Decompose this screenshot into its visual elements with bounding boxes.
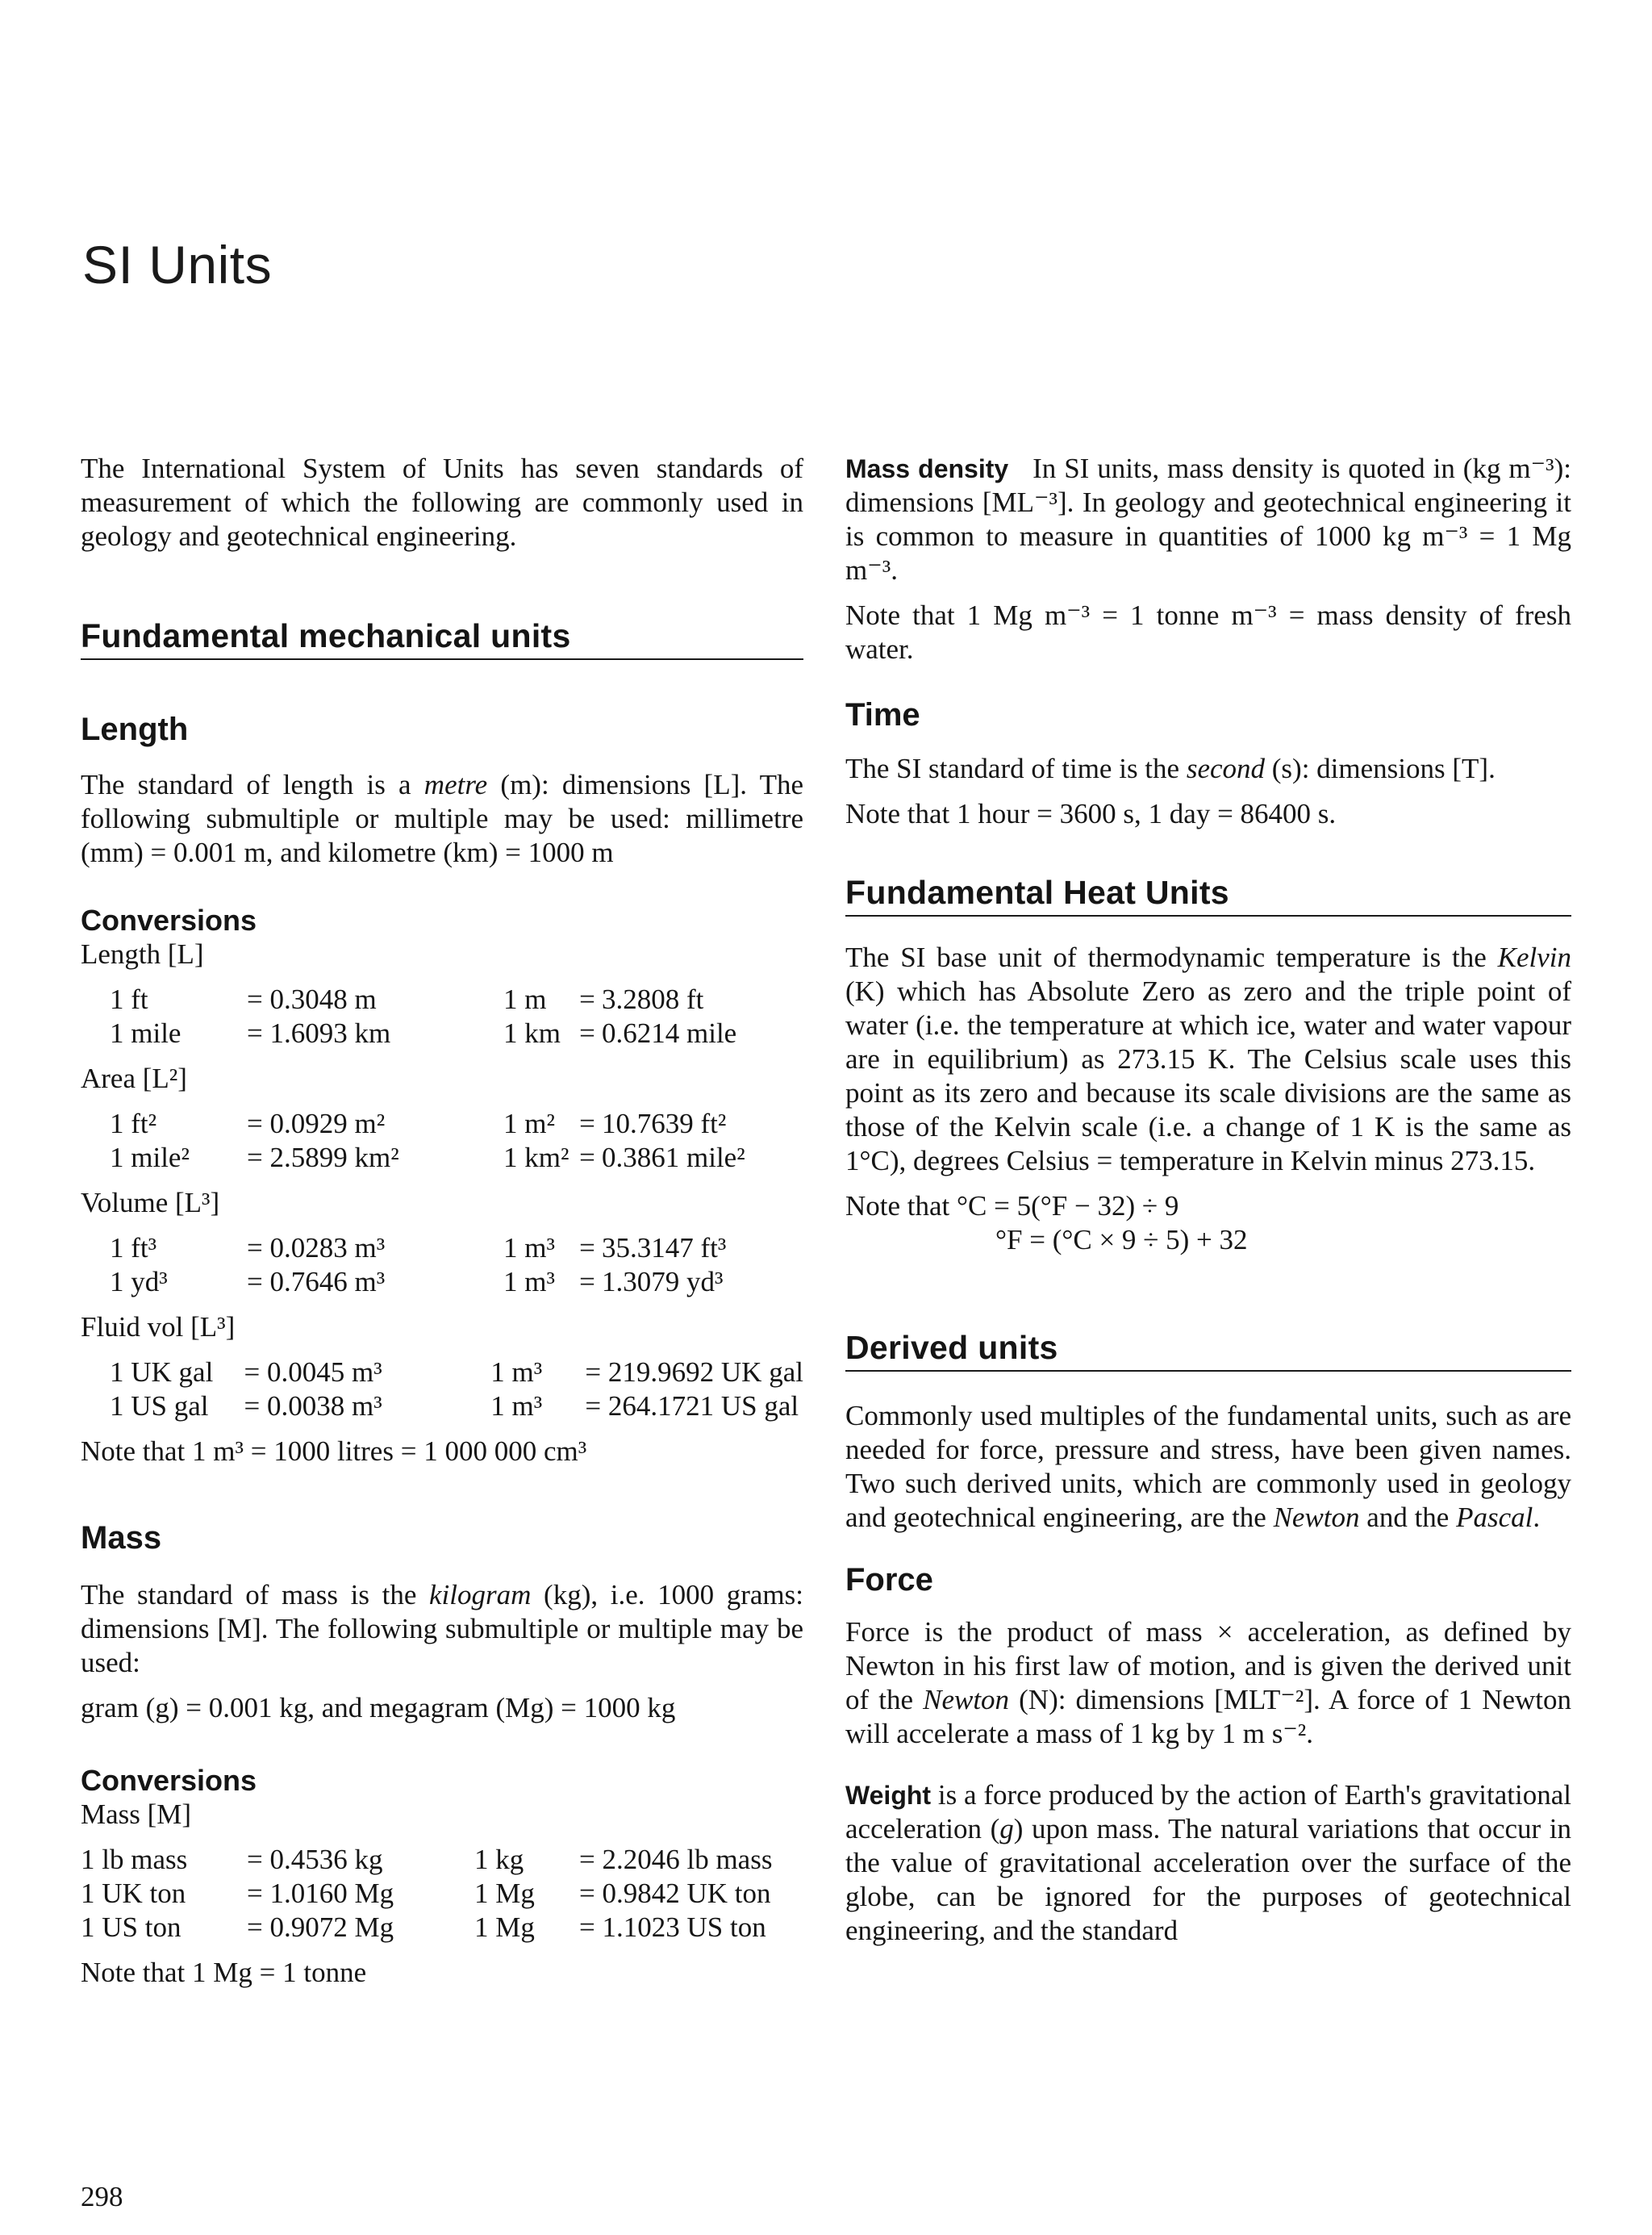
conversion-table-length bbox=[110, 983, 744, 1051]
subheading-force: Force bbox=[845, 1562, 933, 1598]
page-title: SI Units bbox=[82, 235, 273, 295]
term-pascal: Pascal bbox=[1456, 1502, 1533, 1533]
length-conversions bbox=[81, 938, 803, 1468]
table-row: 1 yd³ = 0.7646 m³ 1 m³ = 1.3079 yd³ bbox=[110, 1266, 724, 1297]
table-row: 1 US ton = 0.9072 Mg 1 Mg = 1.1023 US ton bbox=[81, 1911, 766, 1943]
mass-multiples: gram (g) = 0.001 kg, and megagram (Mg) = 1000 kg bbox=[81, 1692, 676, 1723]
group-label: Volume [L³] bbox=[81, 1187, 220, 1218]
table-row: 1 ft = 0.3048 m 1 m = 3.2808 ft bbox=[110, 984, 704, 1015]
time-paragraph: The SI standard of time is the second (s): dimensions [T]. bbox=[845, 753, 1496, 784]
volume-note: Note that 1 m³ = 1000 litres = 1 000 000 cm³ bbox=[81, 1435, 587, 1467]
right-column bbox=[845, 452, 1571, 1948]
mass-density-paragraph: Mass density In SI units, mass density is quoted in (kg m⁻³): dimensions [ML⁻³]. In geology and geotechnical engineering it is common to measure in quantities of 1000 kg m⁻³ = 1 Mg m⁻³. bbox=[845, 453, 1571, 586]
group-label: Area [L²] bbox=[81, 1063, 187, 1094]
term-kilogram: kilogram bbox=[429, 1579, 532, 1610]
conversions-heading-mass: Conversions bbox=[81, 1764, 257, 1797]
group-label: Fluid vol [L³] bbox=[81, 1311, 236, 1343]
table-row: 1 ft² = 0.0929 m² 1 m² = 10.7639 ft² bbox=[110, 1108, 727, 1139]
page-number: 298 bbox=[81, 2181, 123, 2212]
heat-note-fahrenheit: °F = (°C × 9 ÷ 5) + 32 bbox=[995, 1224, 1248, 1255]
term-kelvin: Kelvin bbox=[1497, 942, 1571, 973]
conversion-table-volume bbox=[110, 1231, 744, 1299]
section-heading-derived: Derived units bbox=[845, 1328, 1571, 1372]
table-row: 1 UK gal = 0.0045 m³ 1 m³ = 219.9692 UK gal bbox=[110, 1356, 803, 1388]
table-row: 1 US gal = 0.0038 m³ 1 m³ = 264.1721 US gal bbox=[110, 1390, 799, 1422]
table-row: 1 ft³ = 0.0283 m³ 1 m³ = 35.3147 ft³ bbox=[110, 1232, 727, 1264]
group-label: Length [L] bbox=[81, 938, 204, 970]
heat-note-celsius: Note that °C = 5(°F − 32) ÷ 9 bbox=[845, 1190, 1179, 1222]
mass-density-lead: Mass density bbox=[845, 454, 1009, 483]
force-paragraph: Force is the product of mass × acceleration, as defined by Newton in his first law of motion, and is given the derived unit of the Newton (N): dimensions [MLT⁻²]. A force of 1 Newton will accelerate a mass of 1 kg by 1 m s⁻². bbox=[845, 1616, 1571, 1749]
left-column bbox=[81, 452, 803, 1990]
section-heading-fundamental-mechanical: Fundamental mechanical units bbox=[81, 616, 803, 660]
time-note: Note that 1 hour = 3600 s, 1 day = 86400 s. bbox=[845, 798, 1337, 829]
term-newton-force: Newton bbox=[923, 1684, 1010, 1715]
length-paragraph: The standard of length is a metre (m): dimensions [L]. The following submultiple or multiple may be used: millimetre (mm) = 0.001 m, and kilometre (km) = 1000 m bbox=[81, 769, 803, 868]
term-newton: Newton bbox=[1273, 1502, 1360, 1533]
mass-paragraph: The standard of mass is the kilogram (kg), i.e. 1000 grams: dimensions [M]. The following submultiple or multiple may be used: bbox=[81, 1579, 803, 1678]
term-metre: metre bbox=[423, 769, 488, 800]
subheading-length: Length bbox=[81, 712, 189, 747]
table-row: 1 UK ton = 1.0160 Mg 1 Mg = 0.9842 UK ton bbox=[81, 1878, 771, 1909]
subheading-time: Time bbox=[845, 697, 920, 733]
conversion-table-area bbox=[110, 1107, 745, 1175]
subheading-mass: Mass bbox=[81, 1520, 162, 1556]
table-row: 1 lb mass = 0.4536 kg 1 kg = 2.2046 lb mass bbox=[81, 1844, 773, 1875]
section-heading-heat: Fundamental Heat Units bbox=[845, 873, 1571, 917]
mass-note: Note that 1 Mg = 1 tonne bbox=[81, 1957, 367, 1988]
conversions-heading-length: Conversions bbox=[81, 904, 257, 937]
heat-paragraph: The SI base unit of thermodynamic temperature is the Kelvin (K) which has Absolute Zero as zero and the triple point of water (i.e. the temperature at which ice, water and water vapour are in equilibrium) as 273.15 K. The Celsius scale uses this point as its zero and because its scale divisions are the same as those of the Kelvin scale (i.e. a change of 1 K is the same as 1°C), degrees Celsius = temperature in Kelvin minus 273.15. bbox=[845, 942, 1571, 1176]
table-row: 1 mile = 1.6093 km 1 km = 0.6214 mile bbox=[110, 1017, 737, 1049]
weight-paragraph: Weight is a force produced by the action of Earth's gravitational acceleration (g) upon mass. The natural variations that occur in the value of gravitational acceleration over the surface of the globe, can be ignored for the purposes of geotechnical engineering, and the standard bbox=[845, 1779, 1571, 1946]
conversion-table-fluid-volume bbox=[110, 1356, 803, 1423]
group-label: Mass [M] bbox=[81, 1798, 192, 1830]
table-row: 1 mile² = 2.5899 km² 1 km² = 0.3861 mile² bbox=[110, 1142, 745, 1173]
term-second: second bbox=[1186, 753, 1266, 784]
weight-lead: Weight bbox=[845, 1781, 932, 1810]
intro-paragraph: The International System of Units has seven standards of measurement of which the following are commonly used in geology and geotechnical engineering. bbox=[81, 453, 803, 552]
derived-paragraph: Commonly used multiples of the fundamental units, such as are needed for force, pressure and stress, have been given names. Two such derived units, which are commonly used in geology and geotechnical engineering, are the Newton and the Pascal. bbox=[845, 1400, 1571, 1533]
conversion-table-mass bbox=[81, 1843, 772, 1945]
mass-density-note: Note that 1 Mg m⁻³ = 1 tonne m⁻³ = mass density of fresh water. bbox=[845, 599, 1571, 665]
